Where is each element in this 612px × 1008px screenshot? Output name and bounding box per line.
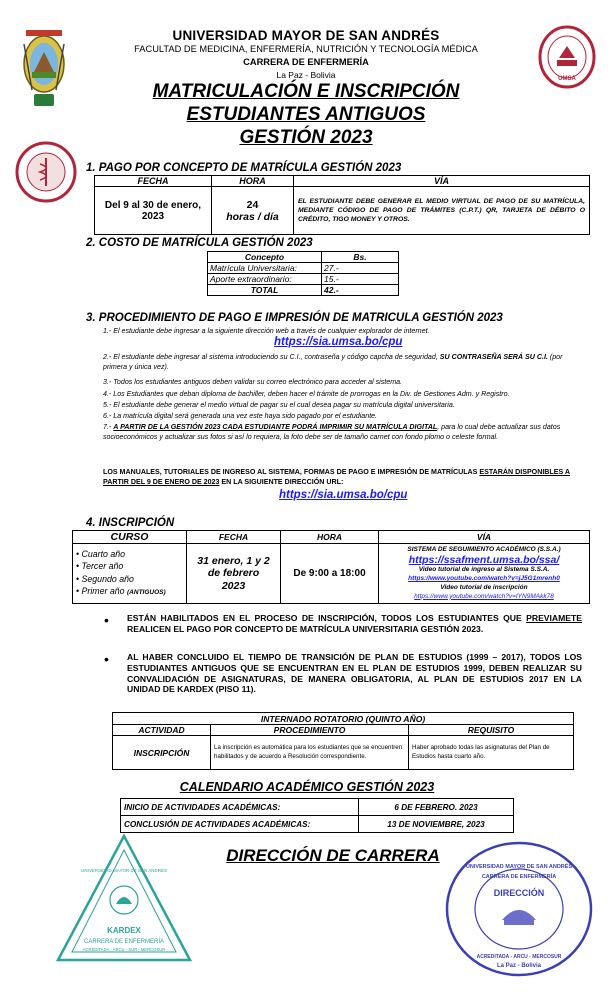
cost-row-concepto: Aporte extraordinario: [208,274,322,285]
calendar-end-label: CONCLUSIÓN DE ACTIVIDADES ACADÉMICAS: [121,816,359,833]
calendar-start-label: INICIO DE ACTIVIDADES ACADÉMICAS: [121,799,359,816]
payment-col-via: VÍA [294,176,590,187]
direction-city: La Paz - Bolivia [496,963,542,969]
cost-col-concepto: Concepto [208,252,322,263]
coat-of-arms-icon [20,24,68,110]
nursing-career-seal-icon [537,24,597,90]
section-2-title: 2. COSTO DE MATRÍCULA GESTIÓN 2023 [86,237,313,249]
inscription-col-hora: HORA [281,531,379,544]
medicine-faculty-seal-icon [14,140,78,204]
step-2-text [103,352,588,373]
video-1-link[interactable]: https://www.youtube.com/watch?v=jJ5G1mrenh0 [408,575,560,583]
step-2-part-c: (por primera y única vez). [103,353,563,372]
bullet-icon: • [104,612,109,628]
cost-row-concepto: Matrícula Universitaria: [208,263,322,274]
step-6-text: 6.- La matrícula digital será generada una vez este haya sido pagado por el estudiante. [103,412,378,420]
video-1-label: Video tutorial de ingreso al Sistema S.S.A. [418,566,550,574]
internado-table [112,712,574,770]
inscription-fecha: 31 enero, 1 y 2 de febrero 2023 [187,544,281,604]
payment-hora-unit: horas / día [226,210,279,223]
video-2-label: Video tutorial de inscripción [440,583,528,591]
direction-career: CARRERA DE ENFERMERÍA [481,874,557,880]
manuals-note [103,467,588,488]
internado-col-actividad: ACTIVIDAD [113,725,211,736]
step-1-text: 1.- El estudiante debe ingresar a la siguiente dirección web a través de cualquier explorador de internet. [103,327,430,335]
payment-via: EL ESTUDIANTE DEBE GENERAR EL MEDIO VIRTUAL DE PAGO DE SU MATRÍCULA, MEDIANTE CÓDIGO DE PAGO DE TRÁMITES (C.P.T.) QR, TARJETA DE DÉBITO O CRÉDITO, TIGO MONEY Y OTROS. [294,187,590,235]
section-4-title: 4. INSCRIPCIÓN [86,517,175,529]
inscription-via [379,544,590,604]
sia-cpu-link-2[interactable]: https://sia.umsa.bo/cpu [279,489,408,501]
step-2-password-note: SU CONTRASEÑA SERÁ SU C.I. [439,353,548,361]
payment-fecha: Del 9 al 30 de enero, 2023 [95,187,212,235]
ssa-title: SISTEMA DE SEGUIMIENTO ACADÉMICO (S.S.A.) [407,545,561,553]
inscription-col-via: VÍA [379,531,590,544]
payment-hora [212,187,294,235]
kardex-accredited: ACREDITADA - ARCU - SUR - MERCOSUR [82,947,166,952]
payment-col-hora: HORA [212,176,294,187]
list-item: • Primer año (ANTIGUOS) [76,586,166,596]
step-7-text [103,422,588,443]
career-name: CARRERA DE ENFERMERÍA [243,57,369,67]
calendar-title: CALENDARIO ACADÉMICO GESTIÓN 2023 [179,780,435,794]
list-item: • Cuarto año [76,548,126,559]
step-4-text: 4.- Los Estudiantes que deban diploma de bachiller, deben hacer el trámite de prorrogas en la Div. de Gestiones Adm. y Registro. [103,390,510,398]
calendar-table [120,798,514,833]
payment-col-fecha: FECHA [95,176,212,187]
internado-procedimiento: La inscripción es automática para los estudiantes que se encuentren habilitados y de acuerdo a Resolución correspondiente. [211,736,409,770]
bullet-icon: • [104,651,109,667]
bullet-1-text [127,613,582,634]
inscription-col-curso: CURSO [73,531,187,544]
step-7-highlight: A PARTIR DE LA GESTIÓN 2023 CADA ESTUDIANTE PODRÁ IMPRIMIR SU MATRÍCULA DIGITAL [113,423,438,431]
faculty-name: FACULTAD DE MEDICINA, ENFERMERÍA, NUTRICIÓN Y TECNOLOGÍA MÉDICA [134,44,478,54]
kardex-university: UNIVERSIDAD MAYOR DE SAN ANDRÉS [81,868,167,873]
bullet-1-previamente: PREVIAMETE [526,613,582,623]
step-7-part-a: 7.- [103,423,114,431]
calendar-end-value: 13 DE NOVIEMBRE, 2023 [359,816,514,833]
bullet-1-part-a: ESTÁN HABILITADOS EN EL PROCESO DE INSCRIPCIÓN, TODOS LOS ESTUDIANTES QUE [127,613,527,623]
ssa-link[interactable]: https://ssafment.umsa.bo/ssa/ [408,554,560,567]
direccion-de-carrera: DIRECCIÓN DE CARRERA [226,846,440,865]
seal-umsa-text: UMSA [558,76,576,82]
payment-table [94,175,590,235]
direction-accredited: ACREDITADA - ARCU - MERCOSUR [476,954,562,960]
university-name: UNIVERSIDAD MAYOR DE SAN ANDRÉS [172,28,440,43]
manuals-part-c: EN LA SIGUIENTE DIRECCIÓN URL: [219,478,344,487]
payment-hora-number: 24 [246,198,259,211]
cost-col-bs: Bs. [322,252,399,263]
cost-total-value: 42.- [322,285,399,296]
step-2-part-a: 2.- El estudiante debe ingresar al sistema introduciendo su C.I., contraseña y código capcha de seguridad, [103,353,440,361]
step-3-text: 3.- Todos los estudiantes antiguos deben validar su correo electrónico para acceder al sistema. [103,378,403,386]
step-5-text: 5.- El estudiante debe generar el medio virtual de pagar su el cual desea pagar su matrícula digital universitaria. [103,401,455,409]
cost-row-bs: 27.- [322,263,399,274]
city: La Paz - Bolivia [276,70,336,80]
internado-col-requisito: REQUISITO [409,725,574,736]
internado-requisito: Haber aprobado todas las asignaturas del Plan de Estudios hasta cuarto año. [409,736,574,770]
direction-label: DIRECCIÓN [493,888,545,898]
section-3-title: 3. PROCEDIMIENTO DE PAGO E IMPRESIÓN DE MATRICULA GESTIÓN 2023 [86,312,503,324]
inscription-hora: De 9:00 a 18:00 [281,544,379,604]
page-title-line-1: MATRICULACIÓN E INSCRIPCIÓN [152,81,460,102]
video-2-link[interactable]: https://www.youtube.com/watch?v=IYN9MAkk78 [414,592,554,600]
page-title-line-2: ESTUDIANTES ANTIGUOS [186,104,426,125]
direction-university: UNIVERSIDAD MAYOR DE SAN ANDRÉS [465,864,573,870]
direction-stamp [444,840,594,978]
internado-col-procedimiento: PROCEDIMIENTO [211,725,409,736]
page-title-line-3: GESTIÓN 2023 [239,127,373,148]
sia-cpu-link[interactable]: https://sia.umsa.bo/cpu [274,336,403,348]
cost-total-label: TOTAL [208,285,322,296]
calendar-start-value: 6 DE FEBRERO. 2023 [359,799,514,816]
inscription-table [72,530,590,604]
inscription-cursos [73,544,187,604]
inscription-col-fecha: FECHA [187,531,281,544]
kardex-stamp [54,832,194,968]
bullet-2-text: AL HABER CONCLUIDO EL TIEMPO DE TRANSICIÓN DE PLAN DE ESTUDIOS (1999 – 2017), TODOS LOS ESTUDIANTES ANTIGUOS QUE SE ENCUENTRAN EN EL PLAN DE ESTUDIOS 1999, DEBEN REALIZAR SU CONVALIDACIÓN DE ASIGNATURAS, DE MANERA OBLIGATORIA, AL PLAN DE ESTUDIOS 2017 EN LA UNIDAD DE KARDEX (PISO 11). [127,652,582,695]
internado-actividad: INSCRIPCIÓN [113,736,211,770]
cost-table [207,251,399,296]
list-item: • Tercer año [76,561,124,571]
internado-title: INTERNADO ROTATORIO (QUINTO AÑO) [113,713,574,725]
list-item: • Segundo año [76,573,134,584]
manuals-part-a: LOS MANUALES, TUTORIALES DE INGRESO AL SISTEMA, FORMAS DE PAGO E IMPRESIÓN DE MATRÍCULAS [103,468,480,476]
kardex-career: CARRERA DE ENFERMERÍA [83,939,165,945]
bullet-1-part-c: REALICEN EL PAGO POR CONCEPTO DE MATRÍCULA UNIVERSITARIA GESTIÓN 2023. [127,623,484,634]
kardex-label: KARDEX [107,926,141,935]
section-1-title: 1. PAGO POR CONCEPTO DE MATRÍCULA GESTIÓN 2023 [86,162,402,174]
manuals-date: ESTARÁN DISPONIBLES A PARTIR DEL 9 DE ENERO DE 2023 [103,468,571,487]
cost-row-bs: 15.- [322,274,399,285]
step-7-part-c: , para lo cual debe actualizar sus datos socioeconómicos y actualizar sus fotos si así lo requiera, la foto debe ser de tamaño carnet con fondo plomo o celeste formal. [103,423,561,442]
